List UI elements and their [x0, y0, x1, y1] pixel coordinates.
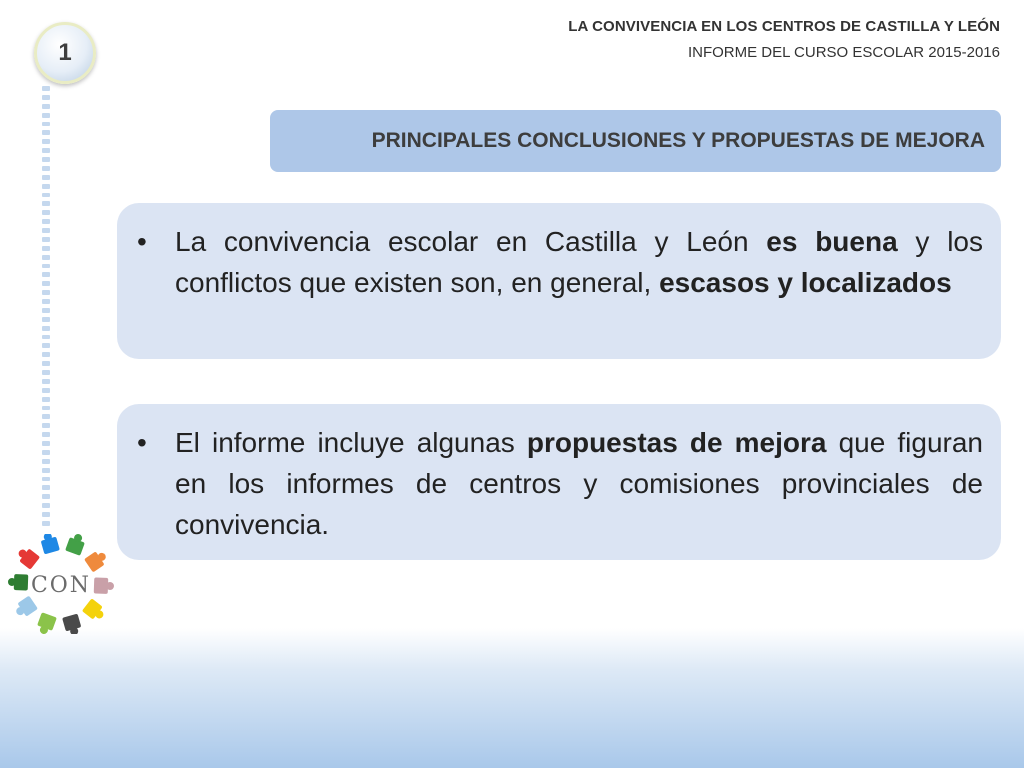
logo-puzzle-piece [8, 574, 28, 591]
side-dot [42, 246, 50, 251]
side-dot [42, 308, 50, 313]
side-dot [42, 86, 50, 91]
side-dot [42, 228, 50, 233]
header-title: LA CONVIVENCIA EN LOS CENTROS DE CASTILLA Y LEÓN [568, 18, 1000, 35]
side-dot [42, 512, 50, 517]
side-dot [42, 317, 50, 322]
logo-puzzle-piece [62, 614, 83, 634]
side-dot [42, 281, 50, 286]
slide-number: 1 [58, 39, 72, 66]
side-dot [42, 361, 50, 366]
logo-puzzle-piece [12, 596, 38, 620]
logo-text: CON [30, 573, 92, 598]
bullet-text-segment: que figuran en los informes de centros y comisiones provinciales de convivencia. [175, 427, 983, 540]
header-subtitle: INFORME DEL CURSO ESCOLAR 2015-2016 [687, 44, 1000, 61]
logo-puzzle-piece [39, 534, 60, 554]
side-dot [42, 157, 50, 162]
side-dot [42, 237, 50, 242]
logo-puzzle-piece [94, 577, 114, 594]
logo-puzzle-piece [15, 545, 41, 570]
section-title: PRINCIPALES CONCLUSIONES Y PROPUESTAS DE MEJORA [371, 129, 985, 152]
conclusion-box-1 [117, 203, 1001, 359]
side-dot [42, 122, 50, 127]
bullet-text-emphasis: es buena [766, 226, 898, 257]
side-dot [42, 450, 50, 455]
logo-puzzle-piece [84, 548, 110, 572]
side-dot [42, 264, 50, 269]
side-dot [42, 477, 50, 482]
side-dot [42, 414, 50, 419]
side-dot [42, 113, 50, 118]
side-dot [42, 379, 50, 384]
side-dot [42, 290, 50, 295]
side-dot [42, 299, 50, 304]
side-dot [42, 485, 50, 490]
side-dot [42, 459, 50, 464]
side-dot [42, 272, 50, 277]
section-banner [270, 110, 1001, 172]
side-decoration-dots [41, 86, 51, 526]
bullet-text-segment: La convivencia escolar en Castilla y León [175, 226, 767, 257]
side-dot [42, 104, 50, 109]
side-dot [42, 201, 50, 206]
bullet-text-segment: y los conflictos que existen son, en general, [175, 226, 983, 298]
side-dot [42, 503, 50, 508]
side-dot [42, 388, 50, 393]
side-dot [42, 406, 50, 411]
bullet-text [175, 221, 983, 303]
side-dot [42, 148, 50, 153]
bullet-text-segment: El informe incluye algunas [175, 427, 527, 458]
bullet-item [135, 221, 983, 303]
side-dot [42, 175, 50, 180]
side-dot [42, 494, 50, 499]
bullet-marker: • [137, 226, 147, 257]
side-dot [42, 193, 50, 198]
side-dot [42, 432, 50, 437]
bullet-marker: • [137, 427, 147, 458]
side-dot [42, 184, 50, 189]
con-logo [8, 534, 114, 634]
side-dot [42, 441, 50, 446]
side-dot [42, 397, 50, 402]
side-dot [42, 335, 50, 340]
side-dot [42, 370, 50, 375]
logo-puzzle-piece [35, 612, 57, 634]
side-dot [42, 139, 50, 144]
side-dot [42, 166, 50, 171]
side-dot [42, 352, 50, 357]
side-dot [42, 521, 50, 526]
footer-gradient [0, 628, 1024, 768]
side-dot [42, 423, 50, 428]
side-dot [42, 326, 50, 331]
side-dot [42, 343, 50, 348]
bullet-text [175, 422, 983, 545]
logo-puzzle-piece [65, 534, 87, 556]
side-dot [42, 255, 50, 260]
logo-puzzle-piece [82, 598, 108, 623]
side-dot [42, 210, 50, 215]
side-dot [42, 468, 50, 473]
side-dot [42, 130, 50, 135]
conclusion-box-2 [117, 404, 1001, 560]
side-dot [42, 219, 50, 224]
slide-number-badge [34, 22, 96, 84]
side-dot [42, 95, 50, 100]
bullet-item [135, 422, 983, 545]
bullet-text-emphasis: escasos y localizados [659, 267, 952, 298]
bullet-text-emphasis: propuestas de mejora [526, 427, 827, 458]
